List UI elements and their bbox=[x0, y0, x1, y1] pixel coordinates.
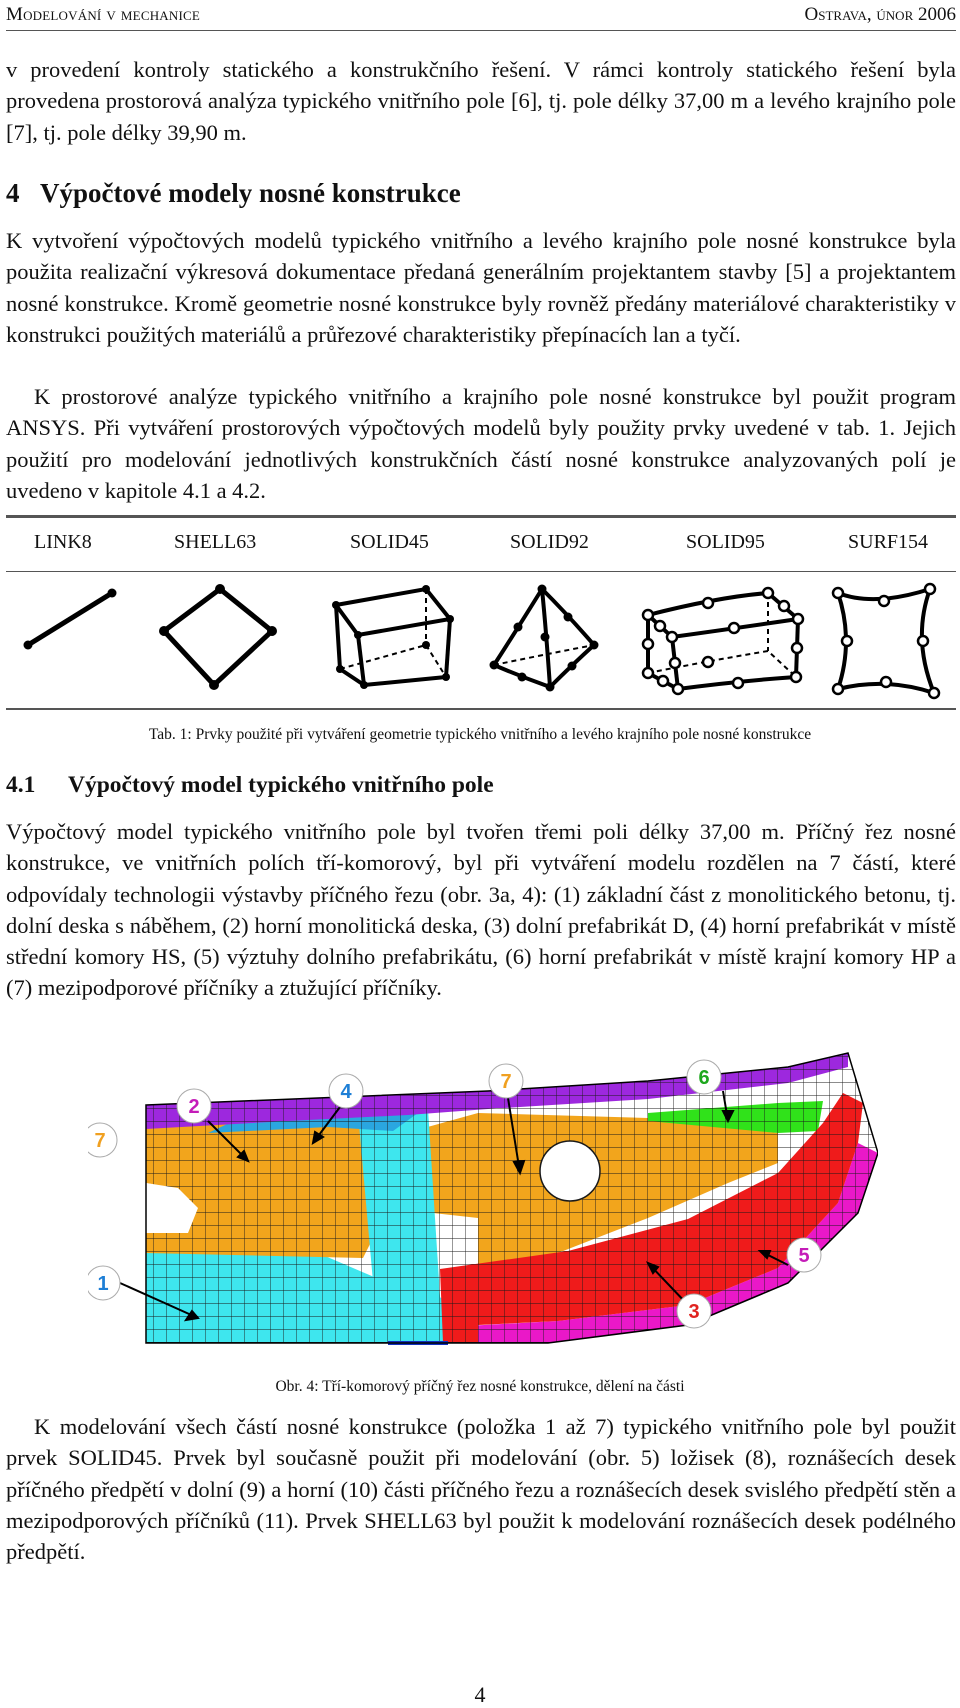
page-number: 4 bbox=[474, 1682, 486, 1707]
table-header-solid92: SOLID92 bbox=[510, 531, 589, 553]
label-2: 2 bbox=[188, 1096, 200, 1118]
section-4-1-paragraph-2: K modelování všech částí nosné konstrukce (položka 1 až 7) typického vnitřního pole byl použit prvek SOLID45. Prvek byl současně použit při modelování (obr. 5) ložisek (8), roznášecích desek příčného předpětí v dolní (9) a horní (10) části příčného řezu a roznášecích desek svislého předpětí stěn a mezipodporových příčníků (11). Prvek SHELL63 byl použit k modelování roznášecích desek podélného předpětí. bbox=[6, 1414, 956, 1565]
label-3: 3 bbox=[688, 1301, 700, 1323]
section-4-1-paragraph-1: Výpočtový model typického vnitřního pole byl tvořen třemi poli délky 37,00 m. Příčný řez nosné konstrukce, ve vnitřních polích tří-komorový, byl při vytváření modelu rozdělen na 7 částí, které odpovídaly technologii výstavby příčného řezu (obr. 3a, 4): (1) základní část z monolitického betonu, tj. dolní deska s náběhem, (2) horní monolitická deska, (3) dolní prefabrikát D, (4) horní prefabrikát v místě střední komory HS, (5) výztuhy dolního prefabrikátu, (6) horní prefabrikát v místě krajní komory HP a (7) mezipodporové příčníky a ztužující příčníky. bbox=[6, 819, 956, 1001]
header-journal-title: Modelování v mechanice bbox=[6, 4, 200, 25]
table-header-link8: LINK8 bbox=[34, 531, 92, 553]
shell63-element-icon bbox=[156, 581, 286, 693]
section-4-1-number: 4.1 bbox=[6, 772, 36, 798]
cross-section-hole bbox=[540, 1141, 600, 1201]
label-1: 1 bbox=[97, 1273, 109, 1295]
intro-paragraph: v provedení kontroly statického a konstrukčního řešení. V rámci kontroly statického řešení byla provedena prostorová analýza typického vnitřního pole [6], tj. pole délky 37,00 m a levého krajního pole [7], tj. pole délky 39,90 m. bbox=[6, 57, 956, 145]
running-header bbox=[6, 0, 956, 31]
cross-section-mesh-figure bbox=[88, 1043, 878, 1353]
table-header-shell63: SHELL63 bbox=[174, 531, 257, 553]
link8-element-icon bbox=[20, 581, 120, 661]
element-types-table bbox=[6, 515, 956, 711]
section-4-1-title: Výpočtový model typického vnitřního pole bbox=[68, 772, 494, 798]
table-1-caption: Tab. 1: Prvky použité při vytváření geometrie typického vnitřního a levého krajního pole nosné konstrukce bbox=[148, 726, 812, 743]
table-header-solid45: SOLID45 bbox=[350, 531, 429, 553]
section-4-number: 4 bbox=[6, 178, 20, 208]
section-4-paragraph-1: K vytvoření výpočtových modelů typického vnitřního a levého krajního pole nosné konstrukce byla použita realizační výkresová dokumentace předaná generálním projektantem stavby [5] a projektantem nosné konstrukce. Kromě geometrie nosné konstrukce byly rovněž předány materiálové charakteristiky v konstrukci použitých materiálů a průřezové charakteristiky přepínacích lan a tyčí. bbox=[6, 228, 956, 347]
table-top-rule bbox=[6, 515, 956, 518]
label-6: 6 bbox=[698, 1067, 710, 1089]
section-4-title: Výpočtové modely nosné konstrukce bbox=[40, 178, 461, 208]
figure-4-caption: Obr. 4: Tří-komorový příčný řez nosné konstrukce, dělení na části bbox=[275, 1378, 685, 1395]
table-bottom-rule bbox=[6, 708, 956, 710]
section-4-heading bbox=[6, 178, 461, 209]
solid95-element-icon bbox=[638, 581, 808, 701]
label-4: 4 bbox=[340, 1081, 352, 1103]
label-7-right: 7 bbox=[500, 1071, 512, 1093]
label-5: 5 bbox=[798, 1245, 810, 1267]
solid45-element-icon bbox=[322, 581, 462, 693]
solid92-element-icon bbox=[482, 581, 612, 701]
table-header-surf154: SURF154 bbox=[848, 531, 929, 553]
label-7-left: 7 bbox=[94, 1130, 106, 1152]
table-header-solid95: SOLID95 bbox=[686, 531, 765, 553]
section-4-1-heading bbox=[6, 772, 494, 799]
surf154-element-icon bbox=[826, 581, 946, 701]
section-4-paragraph-2: K prostorové analýze typického vnitřního a krajního pole nosné konstrukce byl použit program ANSYS. Při vytváření prostorových výpočtových modelů byly použity prvky uvedené v tab. 1. Jejich použití pro modelování jednotlivých konstrukčních částí nosné konstrukce analyzovaných polí je uvedeno v kapitole 4.1 a 4.2. bbox=[6, 384, 956, 503]
table-header-rule bbox=[6, 571, 956, 572]
header-place-date: Ostrava, únor 2006 bbox=[804, 4, 956, 25]
